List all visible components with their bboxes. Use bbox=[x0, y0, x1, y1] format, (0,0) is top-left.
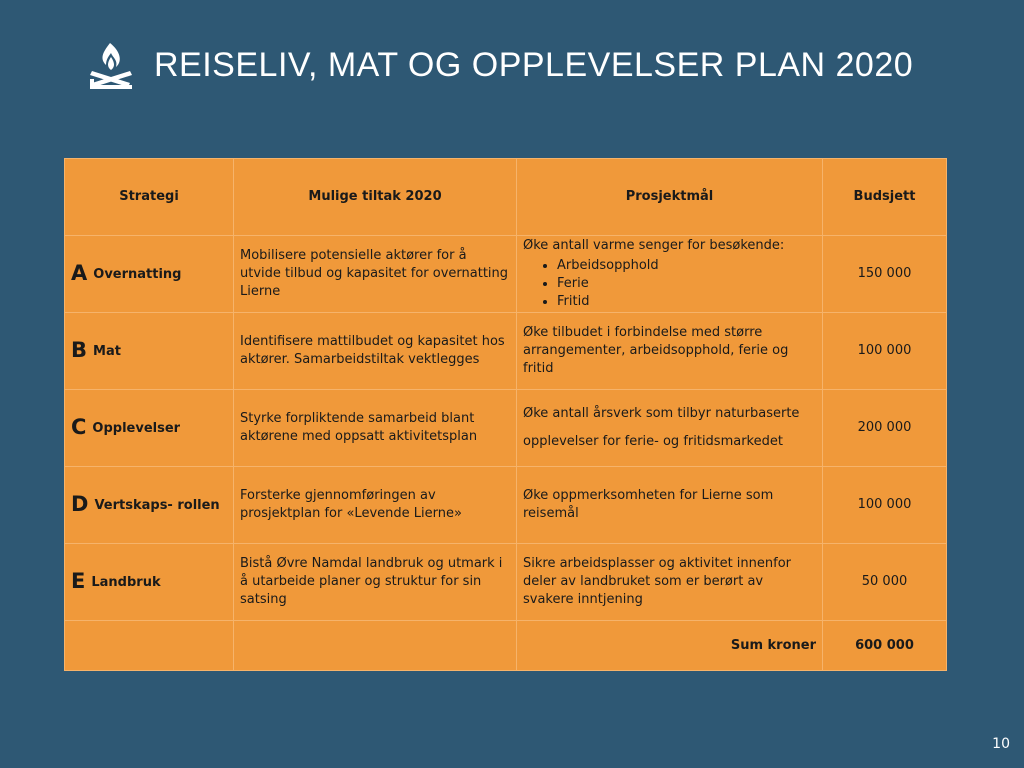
campfire-icon bbox=[86, 41, 136, 93]
strategy-name: Mat bbox=[93, 344, 121, 359]
page-number: 10 bbox=[992, 736, 1010, 752]
table-row bbox=[65, 544, 947, 621]
budget-cell: 100 000 bbox=[823, 313, 947, 390]
goals-cell: Øke tilbudet i forbindelse med større arrangementer, arbeidsopphold, ferie og fritid bbox=[517, 313, 823, 390]
strategy-letter: E bbox=[71, 569, 86, 593]
strategy-letter: D bbox=[71, 492, 89, 516]
list-item: • Fritid bbox=[557, 293, 816, 311]
strategy-cell bbox=[65, 390, 234, 467]
header-goals: Prosjektmål bbox=[517, 159, 823, 236]
strategy-cell bbox=[65, 544, 234, 621]
strategy-letter: C bbox=[71, 415, 87, 439]
goals-cell bbox=[517, 390, 823, 467]
measures-cell: Identifisere mattilbudet og kapasitet hos aktører. Samarbeidstiltak vektlegges bbox=[234, 313, 517, 390]
list-item: • Arbeidsopphold bbox=[557, 257, 816, 275]
measures-cell: Styrke forpliktende samarbeid blant aktørene med oppsatt aktivitetsplan bbox=[234, 390, 517, 467]
header-measures: Mulige tiltak 2020 bbox=[234, 159, 517, 236]
strategy-name: Vertskaps- rollen bbox=[94, 498, 220, 513]
sum-row bbox=[65, 621, 947, 671]
list-item: • Ferie bbox=[557, 275, 816, 293]
strategy-name: Overnatting bbox=[93, 267, 182, 282]
measures-cell: Bistå Øvre Namdal landbruk og utmark i å utarbeide planer og struktur for sin satsing bbox=[234, 544, 517, 621]
page-title: REISELIV, MAT OG OPPLEVELSER PLAN 2020 bbox=[154, 46, 914, 84]
header-strategy: Strategi bbox=[65, 159, 234, 236]
goals-cell: Øke oppmerksomheten for Lierne som reisemål bbox=[517, 467, 823, 544]
measures-cell: Mobilisere potensielle aktører for å utvide tilbud og kapasitet for overnatting Lierne bbox=[234, 236, 517, 313]
goal-text: Øke antall årsverk som tilbyr naturbaserte bbox=[523, 406, 800, 421]
budget-cell: 100 000 bbox=[823, 467, 947, 544]
budget-cell: 200 000 bbox=[823, 390, 947, 467]
sum-label: Sum kroner bbox=[517, 621, 823, 671]
table-header-row bbox=[65, 159, 947, 236]
plan-table bbox=[64, 158, 947, 671]
goals-cell: Sikre arbeidsplasser og aktivitet innenfor deler av landbruket som er berørt av svakere inntjening bbox=[517, 544, 823, 621]
budget-cell: 150 000 bbox=[823, 236, 947, 313]
table-row bbox=[65, 467, 947, 544]
strategy-letter: A bbox=[71, 261, 88, 285]
strategy-cell bbox=[65, 313, 234, 390]
table-row bbox=[65, 236, 947, 313]
table-row bbox=[65, 313, 947, 390]
goals-cell bbox=[517, 236, 823, 313]
measures-cell: Forsterke gjennomføringen av prosjektplan for «Levende Lierne» bbox=[234, 467, 517, 544]
goal-text-continued: opplevelser for ferie- og fritidsmarkedet bbox=[523, 434, 783, 449]
strategy-letter: B bbox=[71, 338, 88, 362]
sum-value: 600 000 bbox=[823, 621, 947, 671]
strategy-cell bbox=[65, 236, 234, 313]
strategy-cell bbox=[65, 467, 234, 544]
budget-cell: 50 000 bbox=[823, 544, 947, 621]
strategy-name: Landbruk bbox=[91, 575, 161, 590]
goal-text: Øke antall varme senger for besøkende: bbox=[523, 238, 785, 253]
header-budget: Budsjett bbox=[823, 159, 947, 236]
goal-list bbox=[523, 257, 816, 311]
strategy-name: Opplevelser bbox=[92, 421, 181, 436]
table-row bbox=[65, 390, 947, 467]
